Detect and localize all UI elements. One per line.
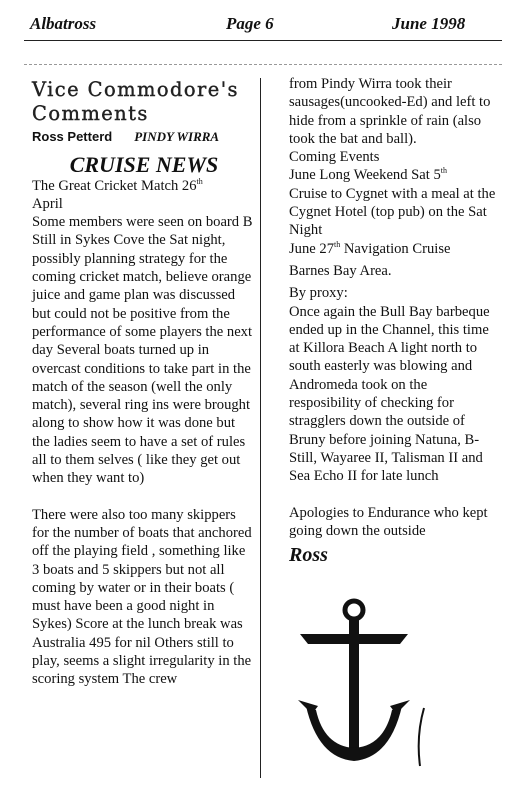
header-rule [24,40,502,41]
page-header [16,14,508,42]
left-column [32,75,256,689]
page-number: Page 6 [226,14,274,33]
paragraph-1: Some members were seen on board B Still in Sykes Cove the Sat night, possibly planning strategy for the coming cricket match, believe orange juice and game plan was discussed but could not be positive from the performance of some players the next day Several boats turned up in overcast conditions to take part in the match of the season (well the only match), several ring ins were brought along to show how it was done but the ladies seem to have a set of rules all to them selves ( like they get out when they want to) [32,214,253,487]
section-heading: CRUISE NEWS [69,152,219,178]
right-column [289,75,499,567]
boat-name: PINDY WIRRA [134,129,220,144]
anchor-icon [288,596,488,776]
event-cygnet: Cruise to Cygnet with a meal at the Cygnet Hotel (top pub) on the Sat Night [289,185,496,239]
event-june-27: June 27th Navigation Cruise [289,239,451,257]
event-title: The Great Cricket Match 26th [32,176,203,194]
event-june-long: June Long Weekend Sat 5th [289,166,447,184]
issue-date: June 1998 [392,14,466,33]
article-title: Vice Commodore's Comments [32,78,239,125]
paragraph-2: There were also too many skippers for the number of boats that anchored off the playing field , something like 3 boats and 5 skippers but not all coming by water or in their boats ( must have been a good night in Sykes) Score at the lunch break was Australia 495 for nil Others still to play, seems a slight irregularity in the scoring system The crew [32,506,252,688]
coming-events-heading: Coming Events [289,149,380,166]
signature: Ross [289,544,328,567]
author-name: Ross Petterd [32,129,113,144]
event-month: April [32,195,63,212]
header-rule-dashed [24,64,502,65]
byline [32,128,256,146]
column-divider [260,78,261,778]
event-barnes-bay: Barnes Bay Area. [289,262,392,279]
continued-text: from Pindy Wirra took their sausages(uncooked-Ed) and left to hide from a sprinkle of rain (also took the bat and ball). [289,76,491,147]
newsletter-name: Albatross [30,14,97,33]
apology-text: Apologies to Endurance who kept going down the outside [289,504,488,539]
paragraph-bull-bay: Once again the Bull Bay barbeque ended up in the Channel, this time at Killora Beach A light north to south easterly was blowing and Andromeda took on the resposibility of checking for stragglers down the outside of Bruny before joining Natuna, B-Still, Wayaree II, Talisman II and Sea Echo II for late lunch [289,303,490,485]
by-proxy-label: By proxy: [289,285,348,302]
